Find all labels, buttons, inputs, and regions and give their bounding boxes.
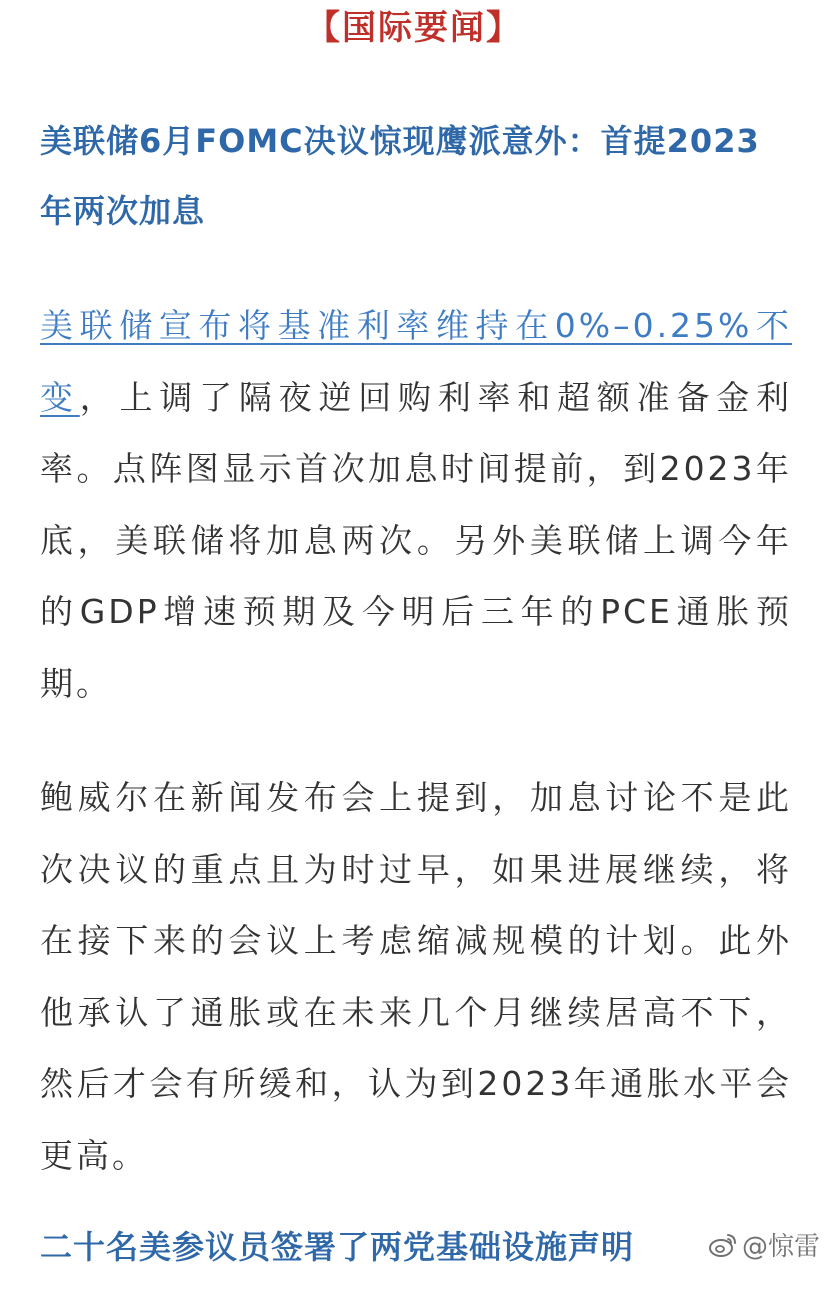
section-tag: 【国际要闻】 (306, 8, 522, 48)
article-paragraph-2: 鲍威尔在新闻发布会上提到，加息讨论不是此次决议的重点且为时过早，如果进展继续，将在接下来的会议上考虑缩减规模的计划。此外他承认了通胀或在未来几个月继续居高不下，然后才会有所缓和，认为到2023年通胀水平会更高。 (40, 778, 792, 1175)
article-headline-1: 美联储6月FOMC决议惊现鹰派意外：首提2023年两次加息 (40, 122, 760, 230)
article-paragraph-1 (40, 290, 792, 719)
paragraph-1-text: ，上调了隔夜逆回购利率和超额准备金利率。点阵图显示首次加息时间提前，到2023年底，美联储将加息两次。另外美联储上调今年的GDP增速预期及今明后三年的PCE通胀预期。 (40, 377, 793, 703)
watermark-text: @惊雷 (741, 1232, 820, 1262)
watermark (708, 1226, 820, 1263)
article-headline-2: 二十名美参议员签署了两党基础设施声明 (40, 1228, 635, 1266)
weibo-logo-icon (708, 1232, 738, 1258)
rate-decision-link[interactable]: 美联储宣布将基准利率维持在0%–0.25%不变 (40, 306, 792, 417)
